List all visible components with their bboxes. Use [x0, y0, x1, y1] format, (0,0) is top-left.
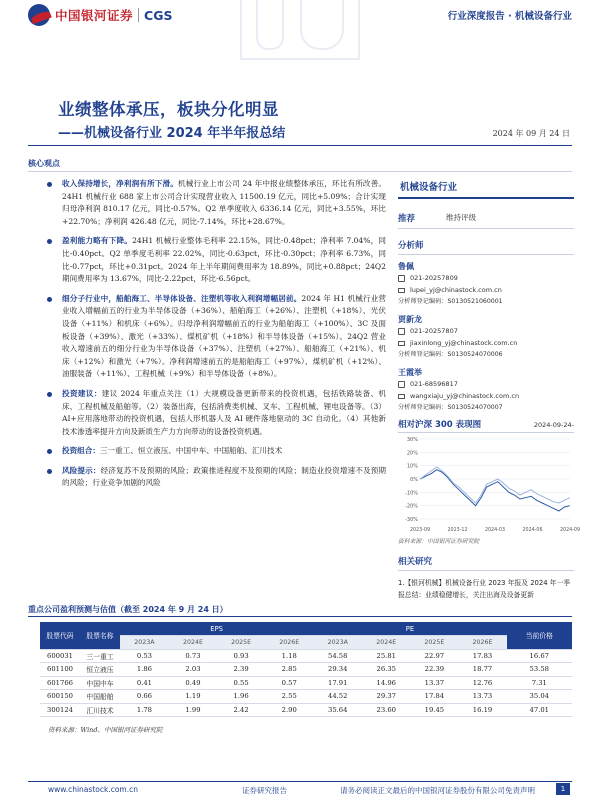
year-header: 2024E: [169, 636, 217, 650]
phone-icon: [398, 328, 405, 335]
pe-cell: 17.91: [313, 676, 362, 690]
bullet-investment-advice: [40, 388, 386, 438]
analyst-phone: [398, 378, 574, 390]
name: 中国中车: [80, 676, 120, 690]
bullet-risk: [40, 465, 386, 490]
pe-cell: 23.60: [362, 703, 410, 717]
pe-cell: 29.34: [313, 663, 362, 677]
price-cell: 7.31: [507, 676, 572, 690]
col-header-code: 股票代码: [40, 622, 80, 649]
analyst-name: 贾新龙: [398, 314, 422, 324]
y-tick-label: 20%: [406, 450, 418, 457]
eps-cell: 0.49: [169, 676, 217, 690]
forecast-table: [40, 622, 572, 717]
year-header: 2026E: [458, 636, 506, 650]
col-header-price: 当前价格: [507, 622, 572, 649]
email-text[interactable]: lupei_yj@chinastock.com.cn: [410, 286, 502, 294]
eps-cell: 0.66: [120, 690, 169, 704]
code: 601766: [40, 676, 80, 690]
price-cell: 47.01: [507, 703, 572, 717]
pe-cell: 25.81: [362, 649, 410, 663]
chart-title: 相对沪深 300 表现图: [398, 420, 482, 430]
bullet-dot-icon: [47, 392, 52, 397]
pe-cell: 14.96: [362, 676, 410, 690]
related-heading: 相关研究: [398, 555, 574, 571]
analyst-cert: 分析师登记编码：S0130521060001: [398, 298, 503, 305]
col-header-eps: EPS: [120, 622, 313, 636]
bullet-profitability: [40, 235, 386, 285]
eps-cell: 2.55: [265, 690, 313, 704]
analyst-cert: 分析师登记编码：S0130524070007: [398, 404, 503, 411]
report-title: 业绩整体承压，板块分化明显: [58, 100, 279, 119]
report-date: 2024 年 09 月 24 日: [492, 129, 570, 138]
eps-cell: 2.85: [265, 663, 313, 677]
core-divider: [28, 171, 572, 172]
logo-text-cn: 中国银河证券: [55, 8, 134, 23]
eps-cell: 2.42: [217, 703, 265, 717]
bullet-body: 建议 2024 年重点关注（1）大规模设备更新带来的投资机遇，包括铁路装备、机床、工程机械及船舶等。（2）装备出海，包括消费类机械、叉车、工程机械、锂电设备等。（3）AI+应用落地带动的投资机遇，包括人形机器人及 AI 硬件落地驱动的 3C 自动化。（4）其他新技术渗透率提升方向及新质生产力方向带动的设备投资机遇。: [62, 388, 387, 436]
eps-cell: 2.03: [169, 663, 217, 677]
bullet-body: 机械行业上市公司 24 年中报业绩整体承压，环比有所改善。24H1 机械行业 688 家上市公司合计实现营业收入 11500.19 亿元，同比+5.09%；合计实现归母净利润 810.17 亿元，同比-0.57%。Q2 单季度收入 6336.14 亿元，同比+3.55%，环比+22.70%；净利润 426.48 亿元，同比-7.14%，环比+28.67%。: [62, 179, 386, 226]
table-row: [40, 703, 572, 717]
analyst-cert: 分析师登记编码：S0130524070006: [398, 351, 503, 358]
y-tick-label: 0%: [410, 477, 418, 483]
bullet-subsectors: [40, 293, 386, 381]
company-logo: [28, 4, 172, 26]
pe-cell: 13.73: [458, 690, 506, 704]
year-header: 2023A: [120, 636, 169, 650]
pe-cell: 22.39: [410, 663, 458, 677]
eps-cell: 1.86: [120, 663, 169, 677]
bullet-portfolio: [40, 445, 386, 458]
eps-cell: 0.57: [265, 676, 313, 690]
bullet-dot-icon: [47, 239, 52, 244]
x-tick-label: 2023-09: [409, 528, 431, 533]
eps-cell: 0.73: [169, 649, 217, 663]
bullet-body: 2024 年 H1 机械行业营业收入增幅前五的行业为半导体设备（+36%）、船舶海工（+26%）、注塑机（+18%）、光伏设备（+11%）和机床（+6%）。归母净利润增幅前五的行业为船舶海工（+100%）、3C 及面板设备（+39%）、激光（+33%）、煤机矿机（+18%）和半导体设备（+15%）。24Q2 营业收入增速前五的细分行业为半导体设备（+37%）、注塑机（+27%）、船舶海工（+21%）、机床（+12%）和激光（+7%）。净利润增速前五的是船舶海工（+97%）、煤机矿机（+12%）、油服装备（+11%）、工程机械（+9%）和半导体设备（+8%）。: [62, 293, 386, 379]
mail-icon: [398, 394, 405, 399]
analyst-block: [398, 314, 574, 361]
eps-cell: 0.41: [120, 676, 169, 690]
bullet-revenue: [40, 178, 386, 228]
report-subtitle: ——机械设备行业 2024 年半年报总结: [58, 126, 286, 141]
logo-icon: [28, 4, 50, 26]
pe-cell: 26.35: [362, 663, 410, 677]
year-header: 2024E: [362, 636, 410, 650]
watermark-graphic: [240, 0, 360, 60]
eps-cell: 1.99: [169, 703, 217, 717]
analyst-name: 鲁佩: [398, 261, 414, 271]
name: 汇川技术: [80, 703, 120, 717]
pe-cell: 29.37: [362, 690, 410, 704]
eps-cell: 2.90: [265, 703, 313, 717]
mail-icon: [398, 288, 405, 293]
year-header: 2023A: [313, 636, 362, 650]
bullet-dot-icon: [47, 469, 52, 474]
price-cell: 53.58: [507, 663, 572, 677]
bullet-dot-icon: [47, 182, 52, 187]
phone-icon: [398, 275, 405, 282]
bullet-body: 经济复苏不及预期的风险；政策推进程度不及预期的风险；制造业投资增速不及预期的风险；行业竞争加剧的风险: [62, 465, 387, 488]
code: 600150: [40, 690, 80, 704]
footer-disclaimer: 请务必阅读正文最后的中国银河证券股份有限公司免责声明: [340, 786, 535, 795]
logo-divider: [138, 8, 139, 22]
bullet-body: 三一重工、恒立液压、中国中车、中国船舶、汇川技术: [99, 446, 283, 456]
rating-value: 维持评级: [446, 213, 476, 222]
footer-website[interactable]: www.chinastock.com.cn: [48, 785, 138, 794]
price-cell: 35.04: [507, 690, 572, 704]
year-header: 2026E: [265, 636, 313, 650]
analyst-name: 王霞举: [398, 367, 422, 377]
x-tick-label: 2023-12: [447, 528, 468, 533]
series-line: [420, 470, 570, 511]
pe-cell: 22.97: [410, 649, 458, 663]
analyst-block: [398, 261, 574, 308]
sidebar-industry: 机械设备行业: [398, 175, 574, 199]
x-tick-label: 2024-03: [484, 528, 506, 533]
y-tick-label: -30%: [405, 517, 418, 523]
related-research-item[interactable]: 1.【银河机械】机械设备行业 2023 年报及 2024 年一季报总结：业绩稳健增长，关注出海及设备更新: [398, 579, 571, 599]
rating-row: [398, 207, 574, 229]
bullet-head: 投资建议：: [62, 388, 102, 398]
rating-label: 推荐: [398, 213, 416, 224]
eps-cell: 0.55: [217, 676, 265, 690]
eps-cell: 2.39: [217, 663, 265, 677]
chart-header: [398, 418, 574, 433]
analyst-block: [398, 367, 574, 414]
eps-cell: 1.18: [265, 649, 313, 663]
analyst-email[interactable]: [398, 390, 574, 402]
sidebar: [398, 175, 581, 601]
phone-text: 021-68596817: [410, 380, 458, 388]
code: 601100: [40, 663, 80, 677]
title-divider: [28, 145, 572, 146]
analyst-email[interactable]: [398, 284, 574, 296]
table-title: 重点公司盈利预测与估值（截至 2024 年 9 月 24 日）: [28, 605, 228, 614]
pe-cell: 44.52: [313, 690, 362, 704]
pe-cell: 17.84: [410, 690, 458, 704]
pe-cell: 19.45: [410, 703, 458, 717]
analyst-phone: [398, 325, 574, 337]
bullet-dot-icon: [47, 297, 52, 302]
analyst-heading: 分析师: [398, 239, 574, 255]
pe-cell: 54.58: [313, 649, 362, 663]
y-tick-label: -20%: [405, 503, 418, 510]
pe-cell: 18.77: [458, 663, 506, 677]
name: 中国船舶: [80, 690, 120, 704]
email-text[interactable]: wangxiaju_yj@chinastock.com.cn: [410, 392, 520, 400]
col-header-pe: PE: [313, 622, 506, 636]
bullet-head: 投资组合：: [62, 446, 100, 456]
price-cell: 16.67: [507, 649, 572, 663]
eps-cell: 0.93: [217, 649, 265, 663]
pe-cell: 16.19: [458, 703, 506, 717]
x-tick-label: 2024-09: [559, 528, 581, 533]
report-category: 行业深度报告 · 机械设备行业: [447, 11, 572, 22]
analyst-phone: [398, 272, 574, 284]
phone-icon: [398, 381, 405, 388]
bullet-dot-icon: [47, 449, 52, 454]
x-tick-label: 2024-06: [522, 528, 543, 533]
year-header: 2025E: [217, 636, 265, 650]
table-source: 资料来源：Wind、中国银河证券研究院: [48, 726, 163, 734]
name: 三一重工: [80, 649, 120, 663]
analyst-email[interactable]: [398, 337, 574, 349]
chart-source: 资料来源：中国银河证券研究院: [398, 539, 480, 545]
phone-text: 021-20257809: [410, 274, 458, 282]
page-number: 1: [556, 783, 570, 795]
pe-cell: 35.64: [313, 703, 362, 717]
eps-cell: 1.78: [120, 703, 169, 717]
code: 300124: [40, 703, 80, 717]
bullet-head: 细分子行业中，船舶海工、半导体设备、注塑机等收入利润增幅居前。: [62, 293, 302, 303]
footer-divider: [28, 781, 572, 782]
page-header: [0, 0, 600, 34]
table-row: [40, 676, 572, 690]
mail-icon: [398, 341, 405, 346]
y-tick-label: -10%: [405, 490, 418, 497]
footer-center: 证券研究报告: [242, 786, 287, 795]
year-header: 2025E: [410, 636, 458, 650]
table-row: [40, 649, 572, 663]
table-row: [40, 690, 572, 704]
phone-text: 021-20257807: [410, 327, 458, 335]
eps-cell: 1.96: [217, 690, 265, 704]
email-text[interactable]: jiaxinlong_yj@chinastock.com.cn: [410, 339, 518, 347]
relative-performance-chart: [398, 435, 581, 535]
chart-date: 2024-09-24-: [533, 421, 574, 429]
eps-cell: 0.53: [120, 649, 169, 663]
eps-cell: 1.19: [169, 690, 217, 704]
code: 600031: [40, 649, 80, 663]
table-divider: [28, 616, 572, 617]
logo-text-en: CGS: [144, 7, 173, 23]
bullet-head: 风险提示：: [62, 465, 101, 475]
bullet-head: 收入保持增长，净利润有所下滑。: [62, 179, 179, 188]
y-tick-label: 10%: [406, 463, 418, 470]
pe-cell: 17.83: [458, 649, 506, 663]
col-header-name: 股票名称: [80, 622, 120, 649]
core-view-label: 核心观点: [28, 159, 60, 168]
core-view-content: [40, 178, 386, 497]
y-tick-label: 30%: [406, 437, 418, 443]
pe-cell: 13.37: [410, 676, 458, 690]
pe-cell: 12.76: [458, 676, 506, 690]
table-row: [40, 663, 572, 677]
bullet-head: 盈利能力略有下降。: [62, 236, 133, 246]
bullet-body: 24H1 机械行业整体毛利率 22.15%，同比-0.48pct；净利率 7.04%，同比-0.40pct。Q2 单季度毛利率 22.02%，同比-0.63pct，环比-0.30pct；净利率 6.73%，同比-0.77pct，环比+0.31pct。2024 年上半年期间费用率为 18.89%，同比+0.88pct；24Q2 期间费用率为 13.67%，同比-2.22pct，环比-6.56pct。: [62, 236, 387, 284]
name: 恒立液压: [80, 663, 120, 677]
